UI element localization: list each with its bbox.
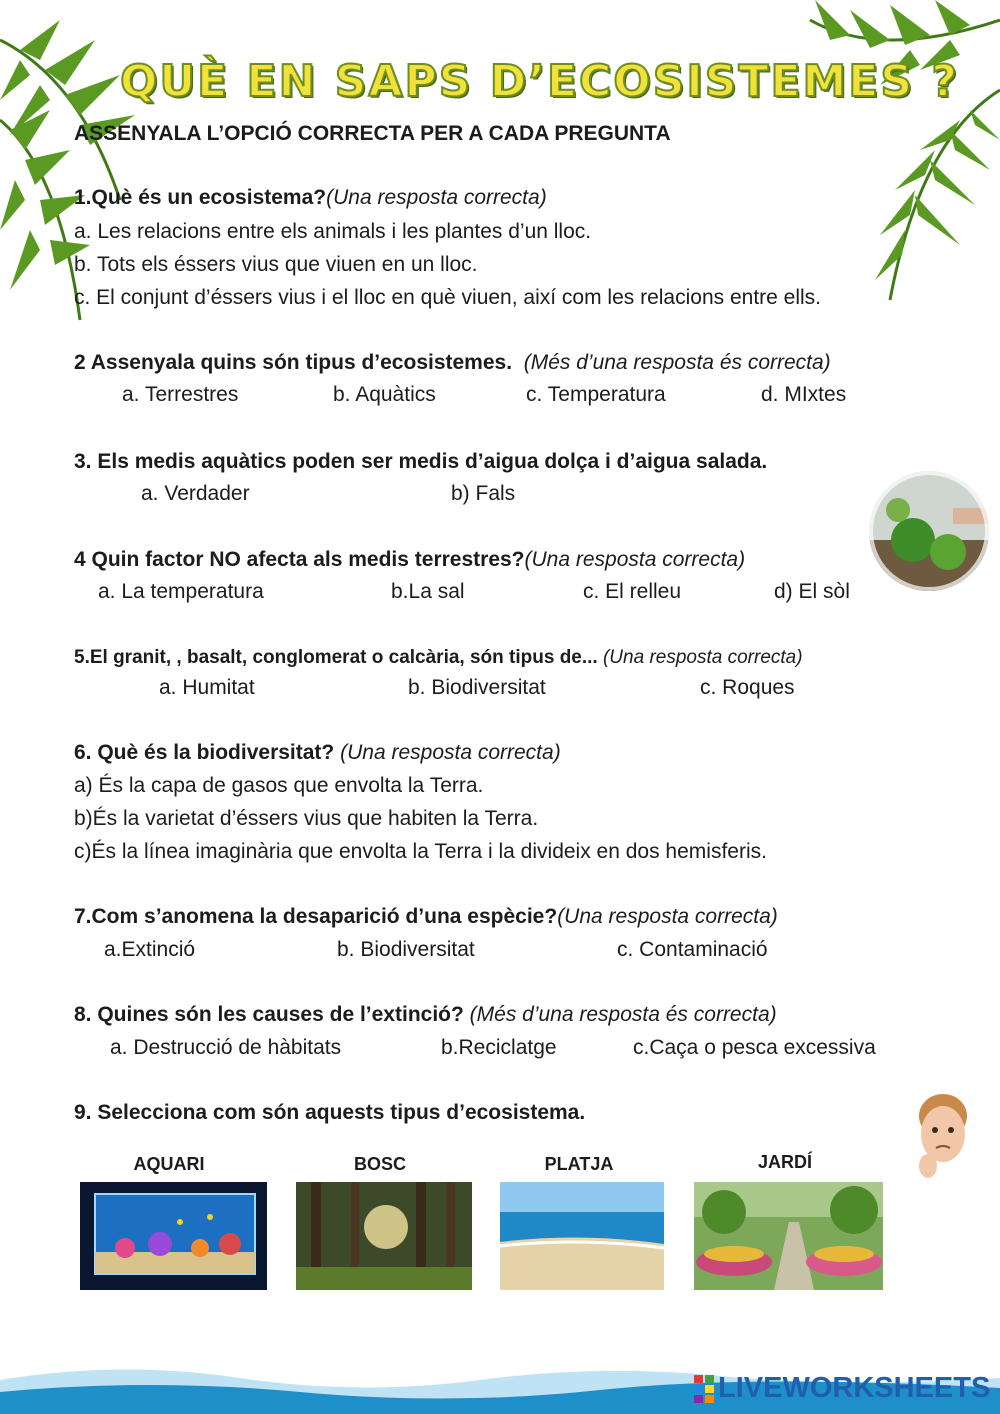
question-1-text: 1.Què és un ecosistema? [74, 186, 327, 209]
question-3-option-a[interactable]: a. Verdader [141, 482, 250, 505]
liveworksheets-logo-icon [694, 1375, 714, 1403]
question-3-option-b[interactable]: b) Fals [451, 482, 516, 505]
question-1-option-b[interactable]: b. Tots els éssers vius que viuen en un lloc. [74, 253, 478, 276]
question-8-text: 8. Quines són les causes de l’extinció? [74, 1003, 464, 1026]
question-6-option-b[interactable]: b)És la varietat d’éssers vius que habiten la Terra. [74, 807, 539, 830]
thinking-avatar-icon [908, 1086, 978, 1186]
ecosystem-label-platja: PLATJA [544, 1154, 614, 1174]
question-5-option-b[interactable]: b. Biodiversitat [408, 676, 546, 699]
question-3 [74, 450, 767, 474]
question-5-option-c[interactable]: c. Roques [700, 676, 795, 699]
ecosystem-label-bosc: BOSC [353, 1154, 406, 1174]
question-9 [74, 1101, 585, 1125]
question-5-option-a[interactable]: a. Humitat [159, 676, 255, 699]
question-2-option-d[interactable]: d. MIxtes [761, 383, 847, 406]
question-4-option-c[interactable]: c. El relleu [583, 580, 682, 603]
question-4-option-b[interactable]: b.La sal [391, 580, 465, 603]
question-7-note: (Una resposta correcta) [557, 905, 778, 928]
forest-photo[interactable] [296, 1182, 472, 1290]
question-2-text: 2 Assenyala quins són tipus d’ecosistemes. [74, 351, 513, 374]
liveworksheets-brand-text: LIVEWORKSHEETS [718, 1372, 991, 1404]
question-8-option-b[interactable]: b.Reciclatge [441, 1036, 557, 1059]
question-5-note: (Una resposta correcta) [602, 647, 803, 668]
ecosystem-label-aquari: AQUARI [133, 1154, 205, 1174]
page-title: QUÈ EN SAPS D’ECOSISTEMES ? [120, 56, 959, 107]
question-7-text: 7.Com s’anomena la desaparició d’una espècie? [74, 905, 558, 928]
question-1 [74, 186, 547, 210]
question-5-text: 5.El granit, , basalt, conglomerat o calcària, són tipus de... [74, 647, 598, 668]
liveworksheets-logo[interactable] [694, 1372, 990, 1405]
question-3-text: 3. Els medis aquàtics poden ser medis d’aigua dolça i d’aigua salada. [74, 450, 768, 473]
question-2-option-b[interactable]: b. Aquàtics [333, 383, 436, 406]
aquarium-photo[interactable] [80, 1182, 267, 1290]
question-4-option-d[interactable]: d) El sòl [774, 580, 850, 603]
terrarium-image [868, 470, 990, 592]
question-7 [74, 905, 778, 929]
ecosystem-label-jardi: JARDÍ [757, 1152, 812, 1172]
question-1-option-c[interactable]: c. El conjunt d’éssers vius i el lloc en què viuen, així com les relacions entre ells. [74, 286, 822, 309]
question-6-text: 6. Què és la biodiversitat? [74, 741, 335, 764]
question-8-note: (Més d’una resposta és correcta) [469, 1003, 777, 1026]
question-4 [74, 548, 745, 572]
question-1-note: (Una resposta correcta) [326, 186, 547, 209]
question-7-option-b[interactable]: b. Biodiversitat [337, 938, 475, 961]
question-6-option-a[interactable]: a) És la capa de gasos que envolta la Terra. [74, 774, 484, 797]
question-1-option-a[interactable]: a. Les relacions entre els animals i les plantes d’un lloc. [74, 220, 592, 243]
question-6 [74, 741, 561, 765]
question-6-option-c[interactable]: c)És la línea imaginària que envolta la Terra i la divideix en dos hemisferis. [74, 840, 767, 863]
question-9-text: 9. Selecciona com són aquests tipus d’ecosistema. [74, 1101, 586, 1124]
palm-leaves-left-decoration [0, 0, 200, 330]
question-2-note: (Més d’una resposta és correcta) [523, 351, 831, 374]
question-4-text: 4 Quin factor NO afecta als medis terrestres? [74, 548, 525, 571]
question-6-note: (Una resposta correcta) [340, 741, 561, 764]
question-2 [74, 351, 831, 375]
instructions: ASSENYALA L’OPCIÓ CORRECTA PER A CADA PREGUNTA [74, 122, 671, 145]
question-8 [74, 1003, 777, 1027]
question-7-option-a[interactable]: a.Extinció [104, 938, 196, 961]
question-8-option-a[interactable]: a. Destrucció de hàbitats [110, 1036, 342, 1059]
garden-photo[interactable] [694, 1182, 883, 1290]
question-5 [74, 647, 803, 669]
question-2-option-c[interactable]: c. Temperatura [526, 383, 666, 406]
question-4-note: (Una resposta correcta) [524, 548, 746, 571]
question-2-option-a[interactable]: a. Terrestres [122, 383, 239, 406]
question-8-option-c[interactable]: c.Caça o pesca excessiva [633, 1036, 876, 1059]
question-4-option-a[interactable]: a. La temperatura [98, 580, 264, 603]
beach-photo[interactable] [500, 1182, 664, 1290]
palm-leaves-right-decoration [720, 0, 1000, 320]
question-7-option-c[interactable]: c. Contaminació [617, 938, 768, 961]
